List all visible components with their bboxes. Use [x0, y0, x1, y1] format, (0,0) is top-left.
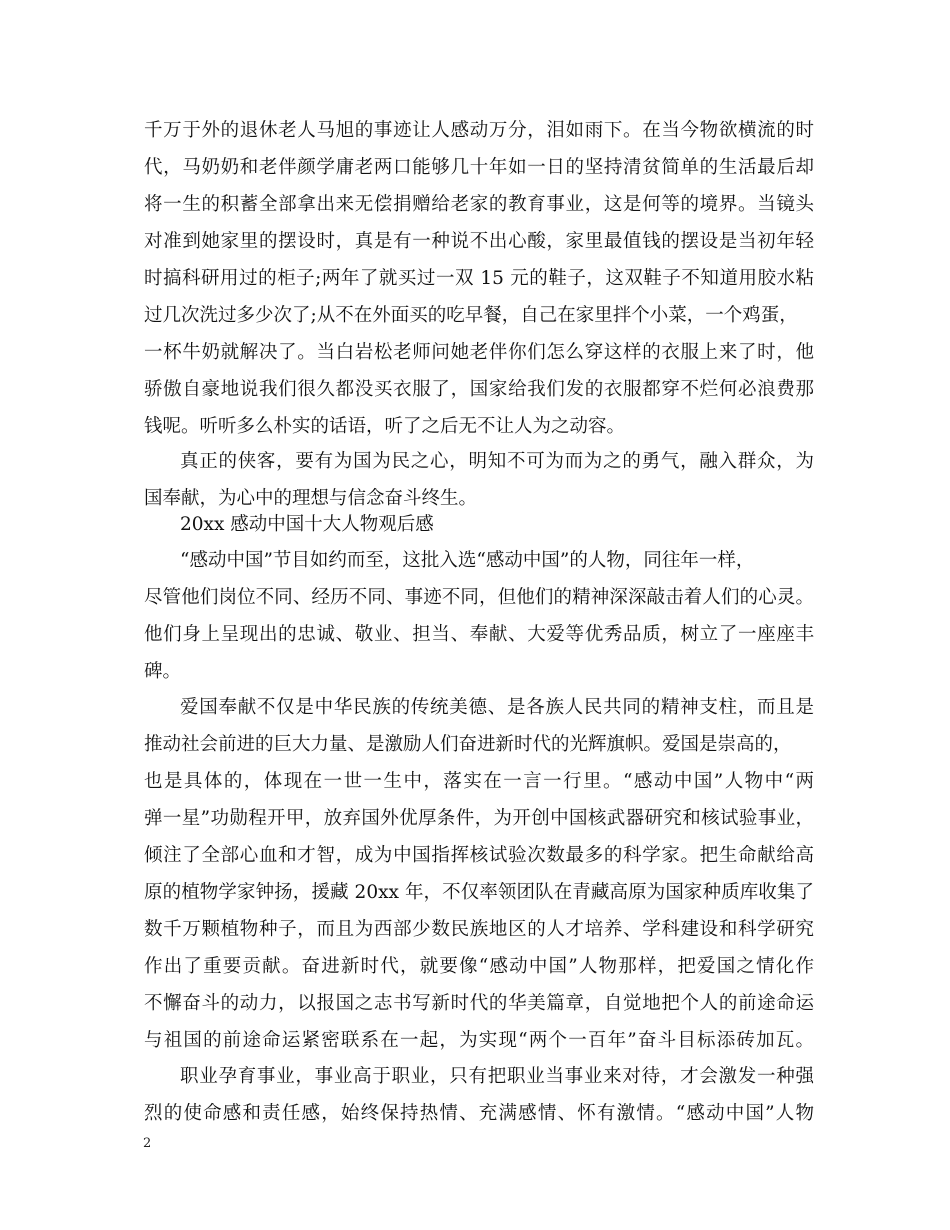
text-line: 弹一星”功勋程开甲，放弃国外优厚条件，为开创中国核武器研究和核试验事业，: [144, 808, 814, 829]
text-line: 职业孕育事业，事业高于职业，只有把职业当事业来对待，才会激发一种强: [180, 1066, 814, 1087]
section-heading: 20xx 感动中国十大人物观后感: [180, 514, 434, 535]
text-line: 不懈奋斗的动力，以报国之志书写新时代的华美篇章，自觉地把个人的前途命运: [144, 993, 814, 1014]
text-line: 爱国奉献不仅是中华民族的传统美德、是各族人民共同的精神支柱，而且是: [180, 697, 814, 718]
text-line: 国奉献，为心中的理想与信念奋斗终生。: [144, 488, 478, 509]
text-line: 对准到她家里的摆设时，真是有一种说不出心酸，家里最值钱的摆设是当初年轻: [144, 231, 814, 252]
page-number: 2: [143, 1136, 152, 1151]
text-line: 原的植物学家钟扬，援藏 20xx 年，不仅率领团队在青藏高原为国家种质库收集了: [144, 882, 814, 903]
text-line: “感动中国”节目如约而至，这批入选“感动中国”的人物，同往年一样，: [180, 550, 755, 571]
text-line: 时搞科研用过的柜子;两年了就买过一双 15 元的鞋子，这双鞋子不知道用胶水粘: [144, 268, 814, 289]
text-line: 碑。: [144, 661, 182, 682]
text-line: 数千万颗植物种子，而且为西部少数民族地区的人才培养、学科建设和科学研究: [144, 919, 814, 940]
text-line: 一杯牛奶就解决了。当白岩松老师问她老伴你们怎么穿这样的衣服上来了时，他: [144, 342, 814, 363]
text-line: 与祖国的前途命运紧密联系在一起，为实现“两个一百年”奋斗目标添砖加瓦。: [144, 1030, 814, 1051]
text-line: 推动社会前进的巨大力量、是激励人们奋进新时代的光辉旗帜。爱国是崇高的，: [144, 734, 792, 755]
text-line: 他们身上呈现出的忠诚、敬业、担当、奉献、大爱等优秀品质，树立了一座座丰: [144, 624, 814, 645]
text-line: 骄傲自豪地说我们很久都没买衣服了，国家给我们发的衣服都穿不烂何必浪费那: [144, 379, 814, 400]
text-line: 尽管他们岗位不同、经历不同、事迹不同，但他们的精神深深敲击着人们的心灵。: [144, 587, 814, 608]
text-line: 也是具体的，体现在一世一生中，落实在一言一行里。“感动中国”人物中“两: [144, 771, 814, 792]
text-line: 千万于外的退休老人马旭的事迹让人感动万分，泪如雨下。在当今物欲横流的时: [144, 120, 814, 141]
text-line: 钱呢。听听多么朴实的话语，听了之后无不让人为之动容。: [144, 416, 626, 437]
text-line: 倾注了全部心血和才智，成为中国指挥核试验次数最多的科学家。把生命献给高: [144, 845, 814, 866]
text-line: 将一生的积蓄全部拿出来无偿捐赠给老家的教育事业，这是何等的境界。当镜头: [144, 194, 814, 215]
text-line: 过几次洗过多少次了;从不在外面买的吃早餐，自己在家里拌个小菜，一个鸡蛋，: [144, 305, 798, 326]
text-line: 作出了重要贡献。奋进新时代，就要像“感动中国”人物那样，把爱国之情化作: [144, 956, 814, 977]
text-line: 代，马奶奶和老伴颜学庸老两口能够几十年如一日的坚持清贫简单的生活最后却: [144, 157, 814, 178]
text-line: 烈的使命感和责任感，始终保持热情、充满感情、怀有激情。“感动中国”人物: [144, 1103, 814, 1124]
text-line: 真正的侠客，要有为国为民之心，明知不可为而为之的勇气，融入群众，为: [180, 451, 814, 472]
